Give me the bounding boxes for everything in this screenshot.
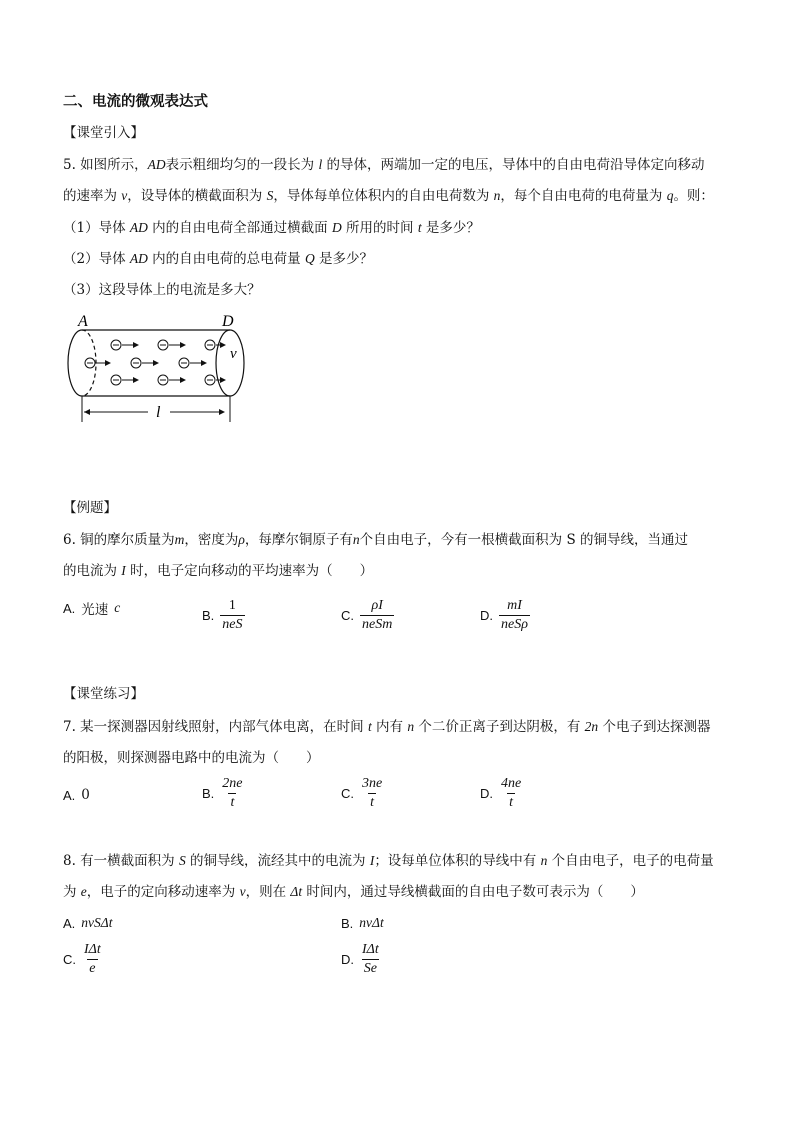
section-label-example: 【例题】 xyxy=(63,500,117,516)
option-label: B. xyxy=(341,915,354,931)
q6-option-b[interactable] xyxy=(202,598,245,633)
text: 8. 有一横截面积为 xyxy=(63,853,179,869)
text: 所用的时间 xyxy=(341,220,418,236)
text: 为 xyxy=(63,884,81,900)
text: 的导体，两端加一定的电压，导体中的自由电荷沿导体定向移动 xyxy=(322,157,705,173)
text: ，密度为 xyxy=(184,532,239,548)
text: 的电流为 xyxy=(63,563,122,579)
q7-option-d[interactable] xyxy=(480,776,523,811)
numerator: 4ne xyxy=(501,776,522,791)
text: 。则： xyxy=(673,188,714,204)
denominator: t xyxy=(509,795,514,811)
section-label-practice: 【课堂练习】 xyxy=(63,686,144,702)
denominator: neSm xyxy=(362,617,393,633)
conductor-diagram xyxy=(60,308,260,426)
denominator: Se xyxy=(363,961,377,977)
text: ，则在 xyxy=(245,884,291,900)
q6-option-a[interactable] xyxy=(63,598,120,618)
electron xyxy=(158,340,185,350)
option-label: A. xyxy=(63,600,76,616)
text: 内有 xyxy=(371,719,408,735)
option-label: D. xyxy=(480,786,493,802)
option-label: A. xyxy=(63,915,76,931)
var: S xyxy=(266,188,274,203)
var: 2n xyxy=(584,719,599,734)
q8-option-a[interactable] xyxy=(63,915,112,931)
q7-option-a[interactable] xyxy=(63,787,90,803)
numerator: IΔt xyxy=(84,942,101,957)
fraction xyxy=(360,942,381,977)
text: 内的自由电荷的总电荷量 xyxy=(147,251,305,267)
var: v xyxy=(239,884,246,899)
var: m xyxy=(174,532,185,547)
text: 个自由电子，今有一根横截面积为 S 的铜导线，当通过 xyxy=(359,532,688,548)
numerator: 1 xyxy=(228,598,236,613)
fraction xyxy=(499,776,523,811)
var: I xyxy=(369,853,375,868)
var: e xyxy=(80,884,87,899)
option-text: 0 xyxy=(81,787,90,803)
text: 个电子到达探测器 xyxy=(598,719,711,735)
var: n xyxy=(493,188,501,203)
var: ρ xyxy=(238,532,245,547)
label-a: A xyxy=(78,313,88,330)
q8-line2 xyxy=(63,884,644,900)
q8-line1 xyxy=(63,853,714,869)
label-d: D xyxy=(222,313,234,330)
electron xyxy=(205,375,225,385)
q6-option-c[interactable] xyxy=(341,598,394,633)
fraction xyxy=(499,598,530,633)
text: （2）导体 xyxy=(63,251,130,267)
text: 个二价正离子到达阴极，有 xyxy=(414,719,585,735)
electron xyxy=(85,358,110,368)
text: 是多少？ xyxy=(314,251,374,267)
var: S xyxy=(178,853,186,868)
q7-option-b[interactable] xyxy=(202,776,245,811)
var: AD xyxy=(147,157,166,172)
numerator: 2ne xyxy=(222,776,243,791)
denominator: neS xyxy=(222,617,243,633)
var: t xyxy=(417,220,422,235)
var: Q xyxy=(304,251,315,266)
var: q xyxy=(666,188,674,203)
fraction xyxy=(220,598,244,633)
section-label-intro: 【课堂引入】 xyxy=(63,125,144,141)
fraction xyxy=(360,776,384,811)
var: v xyxy=(121,188,128,203)
var: I xyxy=(121,563,126,578)
text: ；设每单位体积的导线中有 xyxy=(374,853,541,869)
q7-line1 xyxy=(63,719,710,735)
q8-option-b[interactable] xyxy=(341,915,384,931)
option-label: C. xyxy=(63,952,76,968)
q6-line1 xyxy=(63,532,688,548)
var: D xyxy=(331,220,342,235)
text: 的铜导线，流经其中的电流为 xyxy=(185,853,370,869)
q7-line2: 的阳极，则探测器电路中的电流为（ ） xyxy=(63,750,320,766)
text: 内的自由电荷全部通过横截面 xyxy=(147,220,332,236)
var: t xyxy=(367,719,372,734)
free-charges xyxy=(85,340,225,385)
denominator: e xyxy=(89,961,96,977)
denominator: t xyxy=(370,795,375,811)
text: 个自由电子，电子的电荷量 xyxy=(547,853,714,869)
fraction xyxy=(220,776,244,811)
option-label: D. xyxy=(341,952,354,968)
q5-line2 xyxy=(63,188,714,204)
electron xyxy=(131,358,158,368)
option-text: 光速 xyxy=(81,602,109,618)
text: 7. 某一探测器因射线照射，内部气体电离，在时间 xyxy=(63,719,368,735)
option-label: C. xyxy=(341,608,354,624)
length-arrowhead-left xyxy=(84,409,90,415)
fraction xyxy=(360,598,394,633)
numerator: mI xyxy=(507,598,522,613)
var: n xyxy=(540,853,548,868)
option-label: B. xyxy=(202,608,215,624)
q5-sub1 xyxy=(63,220,480,236)
text: ，每摩尔铜原子有 xyxy=(244,532,353,548)
q7-option-c[interactable] xyxy=(341,776,384,811)
label-l: l xyxy=(156,404,161,421)
q5-line1 xyxy=(63,157,705,173)
electron xyxy=(179,358,206,368)
q6-line2 xyxy=(63,563,373,579)
var: l xyxy=(318,157,323,172)
var: Δt xyxy=(290,884,303,899)
option-label: C. xyxy=(341,786,354,802)
option-text: nvSΔt xyxy=(81,915,113,930)
var: n xyxy=(352,532,360,547)
var: AD xyxy=(129,251,148,266)
denominator: t xyxy=(230,795,235,811)
text: ，导体每单位体积内的自由电荷数为 xyxy=(273,188,494,204)
electron xyxy=(111,340,138,350)
q6-option-d[interactable] xyxy=(480,598,530,633)
numerator: ρI xyxy=(371,598,383,613)
text: 的速率为 xyxy=(63,188,122,204)
text: 5. 如图所示， xyxy=(63,157,148,173)
text: （1）导体 xyxy=(63,220,130,236)
numerator: 3ne xyxy=(362,776,383,791)
left-end-front xyxy=(68,330,82,396)
q5-sub3: （3）这段导体上的电流是多大？ xyxy=(63,282,261,298)
text: ，每个自由电荷的电荷量为 xyxy=(500,188,667,204)
label-v: v xyxy=(230,346,237,362)
text: 时，电子定向移动的平均速率为（ ） xyxy=(125,563,374,579)
text: 时间内，通过导线横截面的自由电子数可表示为（ ） xyxy=(302,884,644,900)
var: n xyxy=(407,719,415,734)
option-label: D. xyxy=(480,608,493,624)
q5-sub2 xyxy=(63,251,373,267)
option-label: B. xyxy=(202,786,215,802)
electron xyxy=(205,340,225,350)
denominator: neSρ xyxy=(501,617,528,633)
text: 表示粗细均匀的一段长为 xyxy=(165,157,319,173)
cross-section-d xyxy=(216,330,244,396)
fraction xyxy=(82,942,103,977)
text: ，电子的定向移动速率为 xyxy=(86,884,240,900)
var: c xyxy=(114,600,121,615)
var: AD xyxy=(129,220,148,235)
section-title: 二、电流的微观表达式 xyxy=(63,93,208,110)
electron xyxy=(158,375,185,385)
option-label: A. xyxy=(63,787,76,803)
numerator: IΔt xyxy=(362,942,379,957)
q8-option-c[interactable] xyxy=(63,942,103,977)
text: ，设导体的横截面积为 xyxy=(127,188,267,204)
electron xyxy=(111,375,138,385)
text: 是多少？ xyxy=(421,220,480,236)
option-text: nvΔt xyxy=(359,915,384,930)
q8-option-d[interactable] xyxy=(341,942,381,977)
text: 6. 铜的摩尔质量为 xyxy=(63,532,175,548)
